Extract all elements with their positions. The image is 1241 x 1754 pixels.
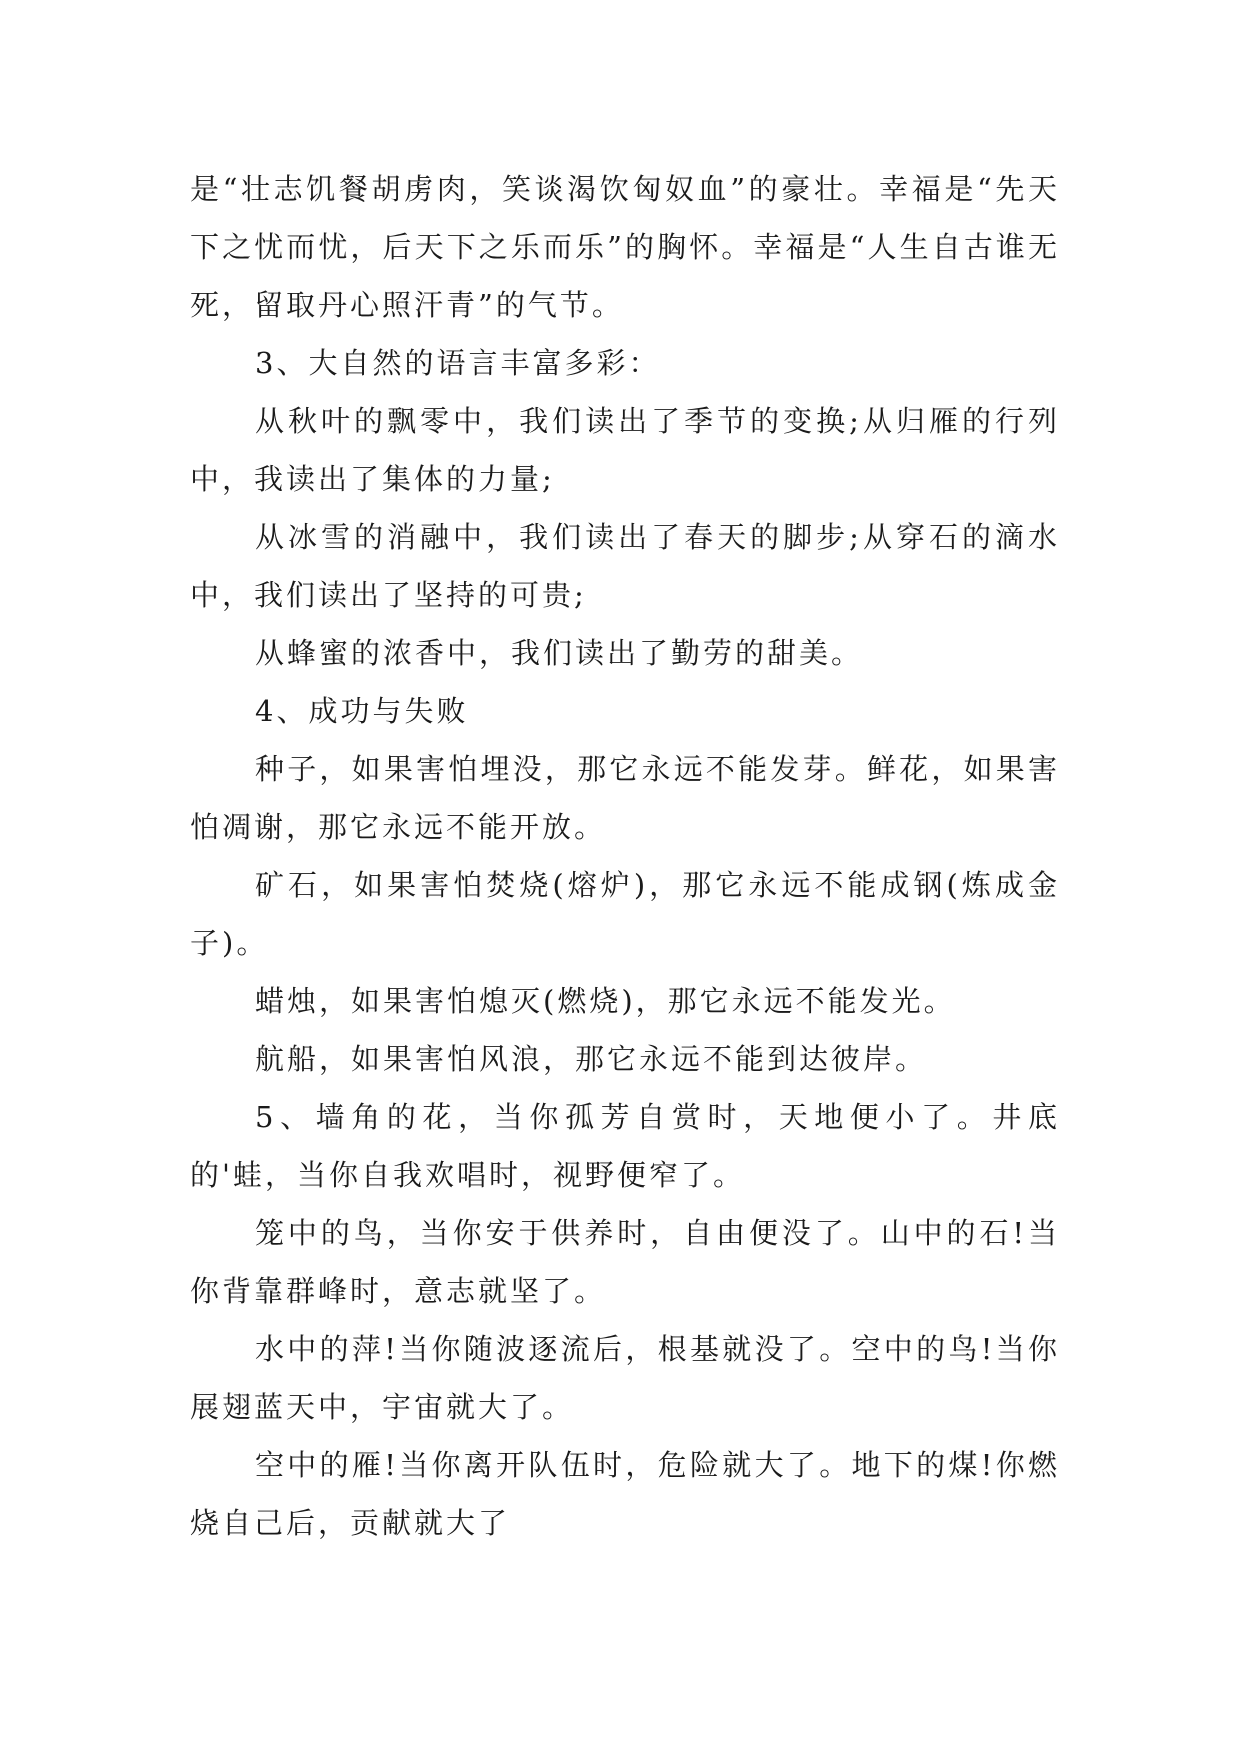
paragraph-seed: 种子，如果害怕埋没，那它永远不能发芽。鲜花，如果害怕凋谢，那它永远不能开放。 [190, 752, 1060, 844]
paragraph-corner-flower: 5、墙角的花，当你孤芳自赏时，天地便小了。井底的'蛙，当你自我欢唱时，视野便窄了。 [190, 1100, 1060, 1192]
paragraph-ship: 航船，如果害怕风浪，那它永远不能到达彼岸。 [255, 1042, 928, 1076]
paragraph-melting-snow: 从冰雪的消融中，我们读出了春天的脚步;从穿石的滴水中，我们读出了坚持的可贵; [190, 520, 1060, 612]
paragraph-ore: 矿石，如果害怕焚烧(熔炉)，那它永远不能成钢(炼成金子)。 [190, 868, 1060, 960]
document-body [190, 160, 1060, 1552]
heading-success-failure: 4、成功与失败 [255, 694, 469, 728]
paragraph-duckweed: 水中的萍!当你随波逐流后，根基就没了。空中的鸟!当你展翅蓝天中，宇宙就大了。 [190, 1332, 1060, 1424]
paragraph-candle: 蜡烛，如果害怕熄灭(燃烧)，那它永远不能发光。 [255, 984, 956, 1018]
paragraph-caged-bird: 笼中的鸟，当你安于供养时，自由便没了。山中的石!当你背靠群峰时，意志就坚了。 [190, 1216, 1060, 1308]
heading-nature-language: 3、大自然的语言丰富多彩： [255, 346, 661, 380]
paragraph-honey: 从蜂蜜的浓香中，我们读出了勤劳的甜美。 [255, 636, 864, 670]
paragraph-wild-goose: 空中的雁!当你离开队伍时，危险就大了。地下的煤!你燃烧自己后，贡献就大了 [190, 1448, 1060, 1540]
paragraph-autumn-leaves: 从秋叶的飘零中，我们读出了季节的变换;从归雁的行列中，我读出了集体的力量; [190, 404, 1060, 496]
paragraph-happiness: 是“壮志饥餐胡虏肉，笑谈渴饮匈奴血”的豪壮。幸福是“先天下之忧而忧，后天下之乐而乐”的胸怀。幸福是“人生自古谁无死，留取丹心照汗青”的气节。 [190, 172, 1060, 322]
